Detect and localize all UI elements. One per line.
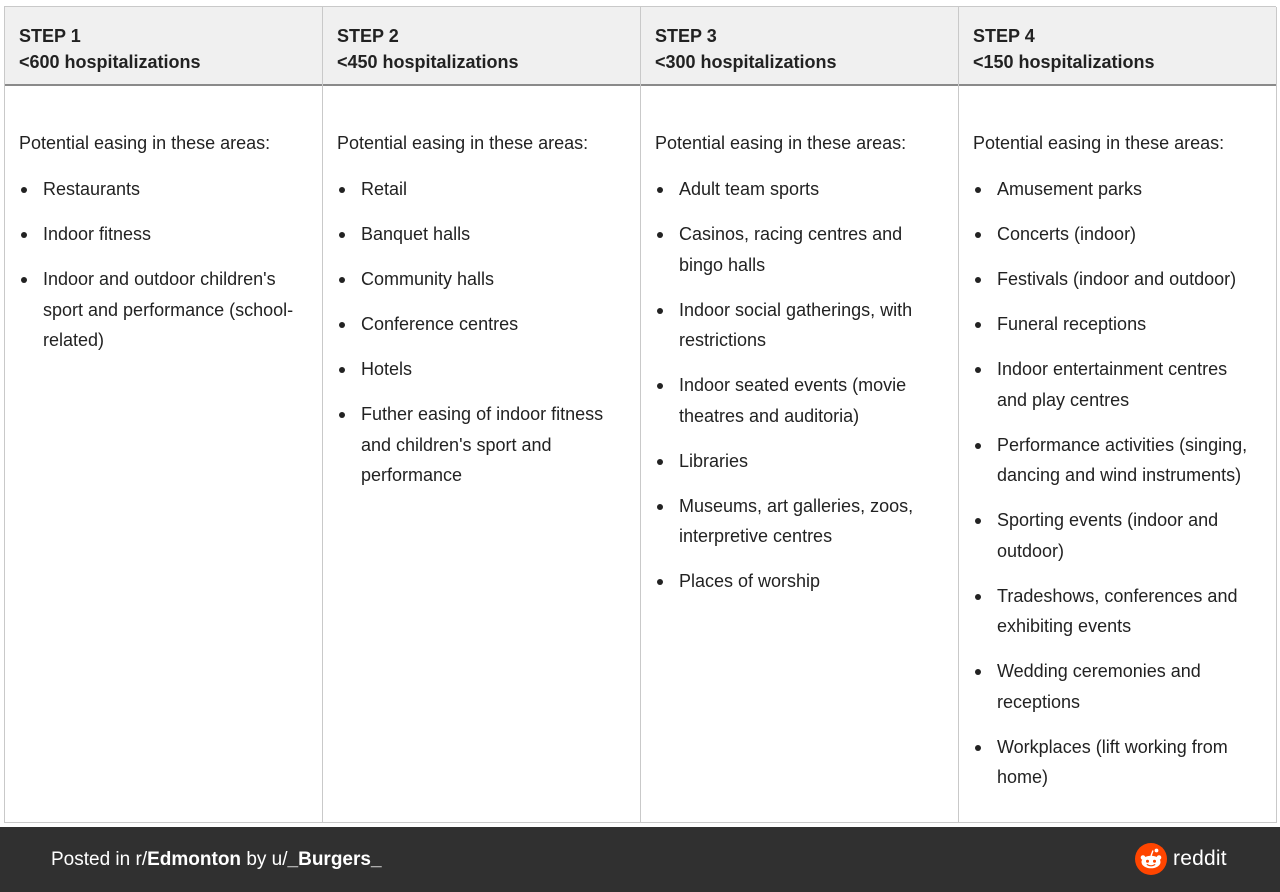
list-item: Banquet halls	[337, 219, 626, 250]
step-threshold: <600 hospitalizations	[19, 52, 201, 72]
step-header-4	[959, 7, 1276, 86]
step-body-1	[5, 86, 322, 370]
subreddit-link[interactable]: Edmonton	[147, 849, 242, 870]
easing-list	[19, 174, 308, 356]
list-item: Indoor and outdoor children's sport and performance (school-related)	[19, 264, 308, 356]
step-column-1	[5, 7, 323, 823]
list-item: Sporting events (indoor and outdoor)	[973, 505, 1262, 566]
easing-list	[655, 174, 944, 597]
step-intro: Potential easing in these areas:	[19, 133, 271, 153]
username-link[interactable]: _Burgers_	[287, 849, 382, 870]
list-item: Conference centres	[337, 309, 626, 340]
list-item: Adult team sports	[655, 174, 944, 205]
list-item: Retail	[337, 174, 626, 205]
posted-prefix: Posted in r/	[51, 849, 148, 870]
list-item: Performance activities (singing, dancing and wind instruments)	[973, 430, 1262, 491]
easing-list	[337, 174, 626, 491]
list-item: Places of worship	[655, 566, 944, 597]
list-item: Funeral receptions	[973, 309, 1262, 340]
list-item: Amusement parks	[973, 174, 1262, 205]
list-item: Futher easing of indoor fitness and children's sport and performance	[337, 399, 626, 491]
list-item: Community halls	[337, 264, 626, 295]
list-item: Restaurants	[19, 174, 308, 205]
reddit-wordmark: reddit	[1173, 847, 1227, 870]
step-header-1	[5, 7, 322, 86]
step-column-3	[641, 7, 959, 823]
reopening-steps-table	[4, 6, 1276, 823]
step-header-3	[641, 7, 958, 86]
posted-in-line	[51, 849, 382, 871]
list-item: Wedding ceremonies and receptions	[973, 656, 1262, 717]
step-header-2	[323, 7, 640, 86]
list-item: Indoor social gatherings, with restrictions	[655, 295, 944, 356]
step-title: STEP 1	[19, 26, 81, 46]
step-title: STEP 2	[337, 26, 399, 46]
reddit-logo[interactable]	[1135, 843, 1227, 875]
list-item: Indoor entertainment centres and play centres	[973, 354, 1262, 415]
step-body-2	[323, 86, 640, 505]
list-item: Tradeshows, conferences and exhibiting events	[973, 581, 1262, 642]
list-item: Hotels	[337, 354, 626, 385]
step-intro: Potential easing in these areas:	[337, 133, 589, 153]
step-column-4	[959, 7, 1277, 823]
step-title: STEP 4	[973, 26, 1035, 46]
easing-list	[973, 174, 1262, 793]
step-threshold: <300 hospitalizations	[655, 52, 837, 72]
step-intro: Potential easing in these areas:	[655, 133, 907, 153]
step-column-2	[323, 7, 641, 823]
step-title: STEP 3	[655, 26, 717, 46]
step-intro: Potential easing in these areas:	[973, 133, 1225, 153]
list-item: Concerts (indoor)	[973, 219, 1262, 250]
list-item: Workplaces (lift working from home)	[973, 732, 1262, 793]
reddit-snoo-icon	[1135, 843, 1167, 875]
step-threshold: <450 hospitalizations	[337, 52, 519, 72]
step-body-3	[641, 86, 958, 611]
list-item: Festivals (indoor and outdoor)	[973, 264, 1262, 295]
list-item: Casinos, racing centres and bingo halls	[655, 219, 944, 280]
step-threshold: <150 hospitalizations	[973, 52, 1155, 72]
list-item: Museums, art galleries, zoos, interpretive centres	[655, 491, 944, 552]
list-item: Indoor fitness	[19, 219, 308, 250]
posted-by-text: by u/	[241, 849, 288, 870]
post-footer	[0, 827, 1280, 892]
step-body-4	[959, 86, 1276, 807]
list-item: Libraries	[655, 446, 944, 477]
list-item: Indoor seated events (movie theatres and auditoria)	[655, 370, 944, 431]
